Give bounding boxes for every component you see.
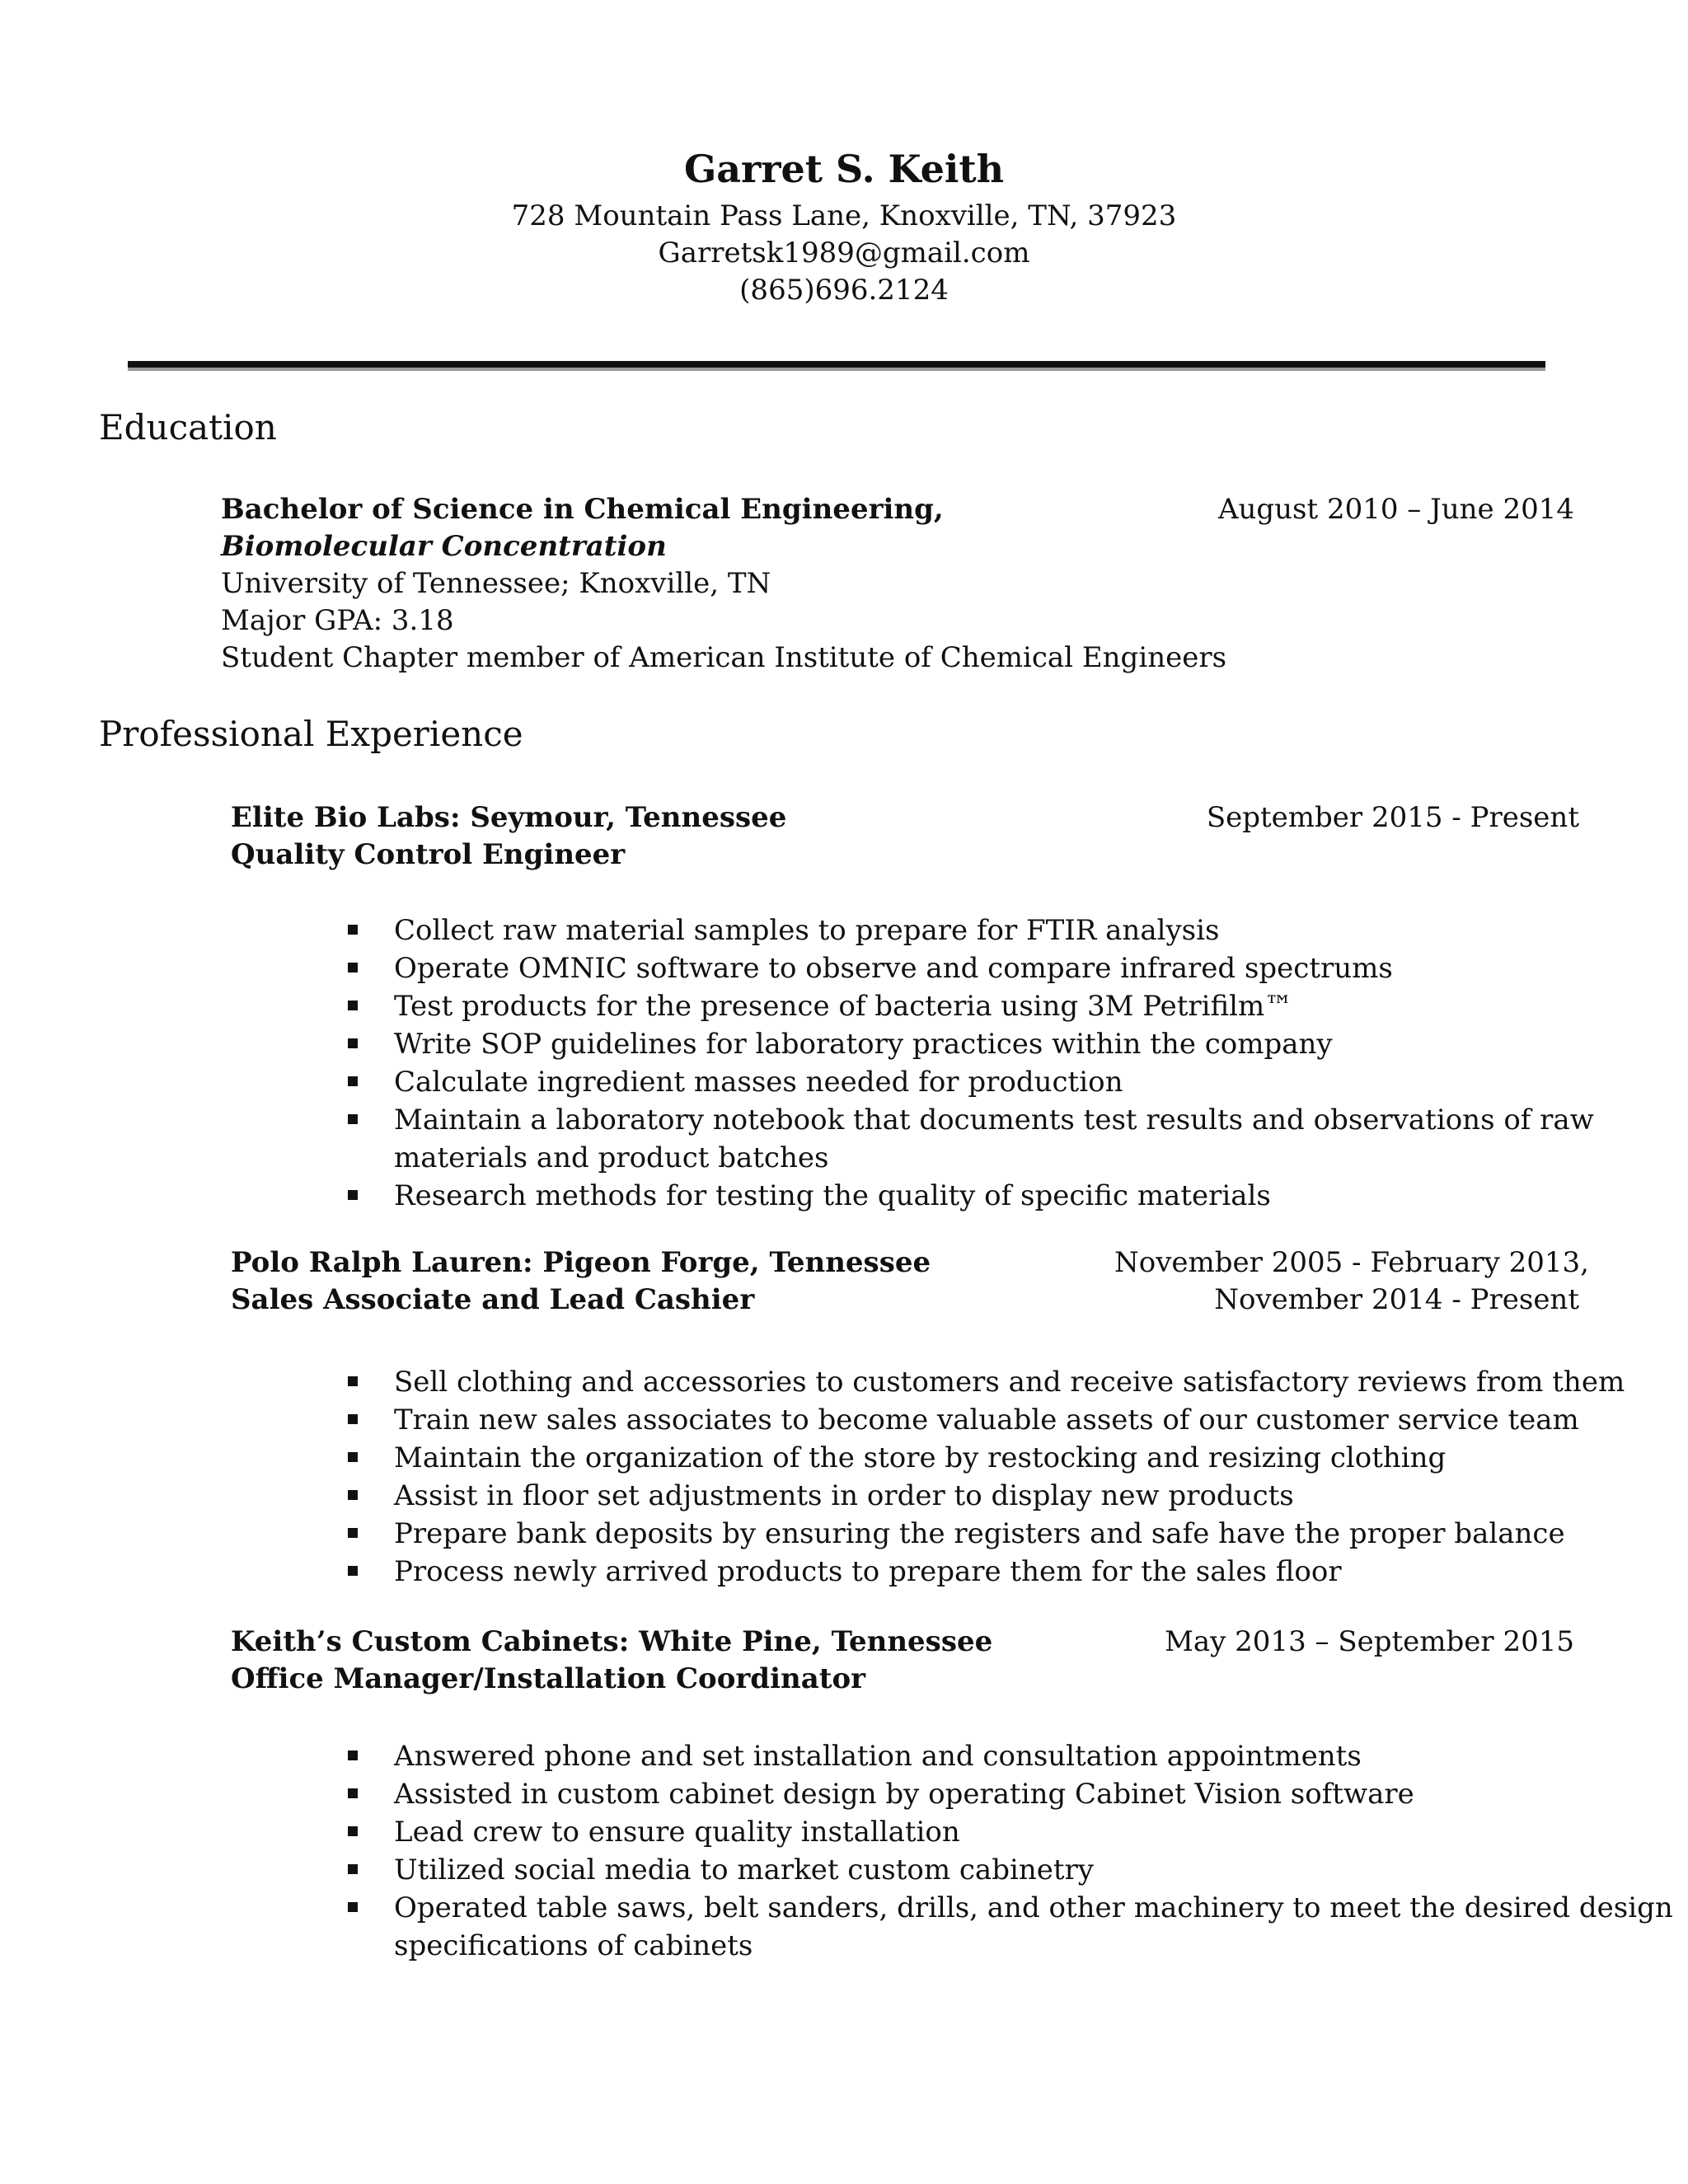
job-bullets (0, 1363, 1625, 1591)
bullet-marker (348, 1376, 358, 1386)
bullet-text: Write SOP guidelines for laboratory practices within the company (394, 1028, 1333, 1061)
job-dates: May 2013 – September 2015 (1165, 1625, 1574, 1658)
degree: Bachelor of Science in Chemical Engineering, (221, 493, 944, 526)
list-item (0, 1775, 1673, 1813)
bullet-text: Collect raw material samples to prepare for FTIR analysis (394, 914, 1220, 947)
bullet-marker (348, 1190, 358, 1200)
school: University of Tennessee; Knoxville, TN (221, 567, 771, 600)
job-role: Quality Control Engineer (231, 838, 626, 871)
list-item (0, 1101, 1594, 1177)
bullet-text: Train new sales associates to become valuable assets of our customer service team (394, 1404, 1579, 1436)
list-item (0, 1889, 1673, 1965)
address: 728 Mountain Pass Lane, Knoxville, TN, 37923 (511, 199, 1177, 232)
job-dates-2: November 2014 - Present (1214, 1283, 1579, 1316)
bullet-text: Assisted in custom cabinet design by operating Cabinet Vision software (394, 1778, 1414, 1811)
job-role: Office Manager/Installation Coordinator (231, 1662, 866, 1695)
job-role: Sales Associate and Lead Cashier (231, 1283, 755, 1316)
bullet-text: Maintain the organization of the store by restocking and resizing clothing (394, 1441, 1447, 1474)
job-bullets (0, 1737, 1673, 1965)
bullet-marker (348, 1750, 358, 1760)
bullet-text: Research methods for testing the quality of specific materials (394, 1179, 1271, 1212)
candidate-name: Garret S. Keith (683, 147, 1005, 191)
job-bullets (0, 912, 1594, 1215)
bullet-marker (348, 1114, 358, 1124)
list-item (0, 912, 1594, 949)
job-company: Elite Bio Labs: Seymour, Tennessee (231, 801, 787, 834)
list-item (0, 1737, 1673, 1775)
bullet-marker (348, 1001, 358, 1010)
bullet-marker (348, 1902, 358, 1912)
bullet-text: Operate OMNIC software to observe and compare infrared spectrums (394, 952, 1393, 985)
bullet-text-continued: specifications of cabinets (394, 1929, 753, 1962)
list-item (0, 1553, 1625, 1591)
list-item (0, 1515, 1625, 1553)
list-item (0, 1025, 1594, 1063)
section-title-education: Education (99, 407, 277, 448)
bullet-text: Sell clothing and accessories to customers and receive satisfactory reviews from them (394, 1366, 1625, 1399)
section-title-experience: Professional Experience (99, 714, 523, 754)
bullet-text: Lead crew to ensure quality installation (394, 1816, 960, 1849)
bullet-marker (348, 1788, 358, 1798)
bullet-marker (348, 1038, 358, 1048)
list-item (0, 1851, 1673, 1889)
bullet-marker (348, 1414, 358, 1424)
bullet-marker (348, 1826, 358, 1836)
bullet-text: Assist in floor set adjustments in order to display new products (394, 1479, 1294, 1512)
bullet-text: Prepare bank deposits by ensuring the registers and safe have the proper balance (394, 1517, 1565, 1550)
bullet-marker (348, 1566, 358, 1576)
job-company: Keith’s Custom Cabinets: White Pine, Tennessee (231, 1625, 993, 1658)
email: Garretsk1989@gmail.com (658, 237, 1030, 269)
bullet-marker (348, 1076, 358, 1086)
list-item (0, 1477, 1625, 1515)
bullet-marker (348, 1864, 358, 1874)
list-item (0, 1177, 1594, 1215)
list-item (0, 1401, 1625, 1439)
education-dates: August 2010 – June 2014 (1217, 493, 1574, 526)
list-item (0, 1439, 1625, 1477)
membership: Student Chapter member of American Institute of Chemical Engineers (221, 641, 1227, 674)
bullet-text: Calculate ingredient masses needed for production (394, 1066, 1123, 1099)
job-company: Polo Ralph Lauren: Pigeon Forge, Tennessee (231, 1246, 931, 1279)
bullet-marker (348, 1490, 358, 1500)
list-item (0, 949, 1594, 987)
phone: (865)696.2124 (739, 274, 949, 307)
list-item (0, 1813, 1673, 1851)
bullet-text: Answered phone and set installation and consultation appointments (394, 1740, 1362, 1773)
bullet-text: Operated table saws, belt sanders, drills, and other machinery to meet the desired design (394, 1891, 1673, 1924)
bullet-marker (348, 925, 358, 935)
job-dates: November 2005 - February 2013, (1114, 1246, 1589, 1279)
list-item (0, 987, 1594, 1025)
bullet-text-continued: materials and product batches (394, 1141, 829, 1174)
gpa: Major GPA: 3.18 (221, 604, 454, 637)
bullet-marker (348, 1528, 358, 1538)
bullet-text: Test products for the presence of bacteria using 3M Petrifilm™ (394, 990, 1293, 1023)
bullet-marker (348, 1452, 358, 1462)
bullet-marker (348, 963, 358, 972)
bullet-text: Process newly arrived products to prepare them for the sales floor (394, 1555, 1342, 1588)
header-divider (128, 361, 1545, 368)
list-item (0, 1063, 1594, 1101)
list-item (0, 1363, 1625, 1401)
job-dates: September 2015 - Present (1206, 801, 1579, 834)
bullet-text: Utilized social media to market custom cabinetry (394, 1854, 1094, 1886)
concentration: Biomolecular Concentration (221, 530, 667, 563)
bullet-text: Maintain a laboratory notebook that documents test results and observations of raw (394, 1104, 1594, 1137)
